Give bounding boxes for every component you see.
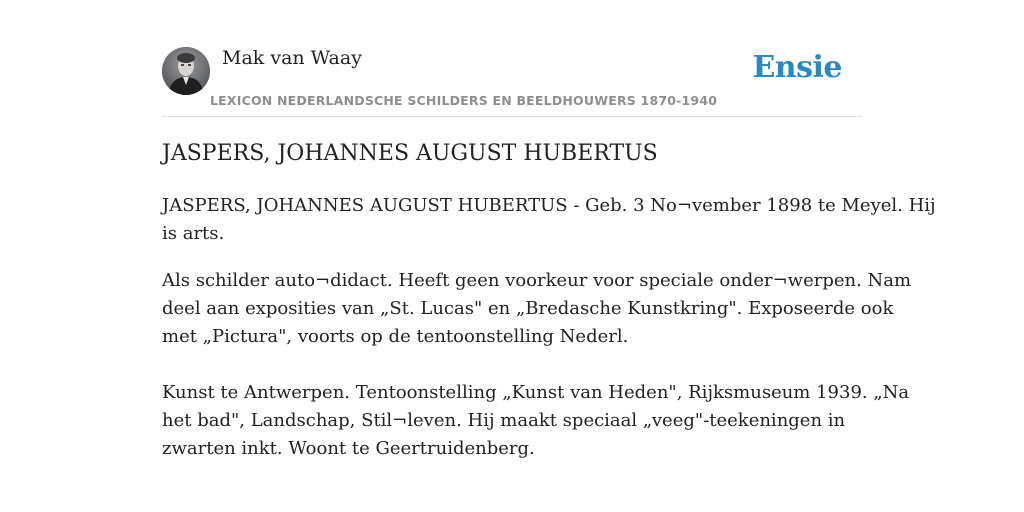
text-line: is arts. <box>162 223 225 244</box>
text-line: Als schilder auto¬didact. Heeft geen voorkeur voor speciale onder¬werpen. Nam <box>162 270 912 291</box>
article-body <box>162 192 936 482</box>
page-title: JASPERS, JOHANNES AUGUST HUBERTUS <box>162 141 658 166</box>
text-line: het bad", Landschap, Stil¬leven. Hij maakt speciaal „veeg"-teekeningen in <box>162 410 846 431</box>
text-line: met „Pictura", voorts op de tentoonstelling Nederl. <box>162 326 629 347</box>
paragraph-gap <box>162 351 862 379</box>
page-header <box>162 46 862 117</box>
source-title[interactable]: LEXICON NEDERLANDSCHE SCHILDERS EN BEELDHOUWERS 1870-1940 <box>210 93 718 108</box>
text-line: zwarten inkt. Woont te Geertruidenberg. <box>162 438 535 459</box>
text-line: Kunst te Antwerpen. Tentoonstelling „Kunst van Heden", Rijksmuseum 1939. „Na <box>162 382 910 403</box>
text-line: JASPERS, JOHANNES AUGUST HUBERTUS - Geb. 3 No¬vember 1898 te Meyel. Hij <box>162 195 936 216</box>
paragraph <box>162 192 936 248</box>
ensie-logo[interactable]: Ensie <box>752 50 842 85</box>
portrait-photo-icon <box>162 47 210 95</box>
paragraph <box>162 267 912 463</box>
author-name[interactable]: Mak van Waay <box>222 47 362 69</box>
author-avatar[interactable] <box>162 47 210 95</box>
text-line: deel aan exposities van „St. Lucas" en „Bredasche Kunstkring". Exposeerde ook <box>162 298 894 319</box>
